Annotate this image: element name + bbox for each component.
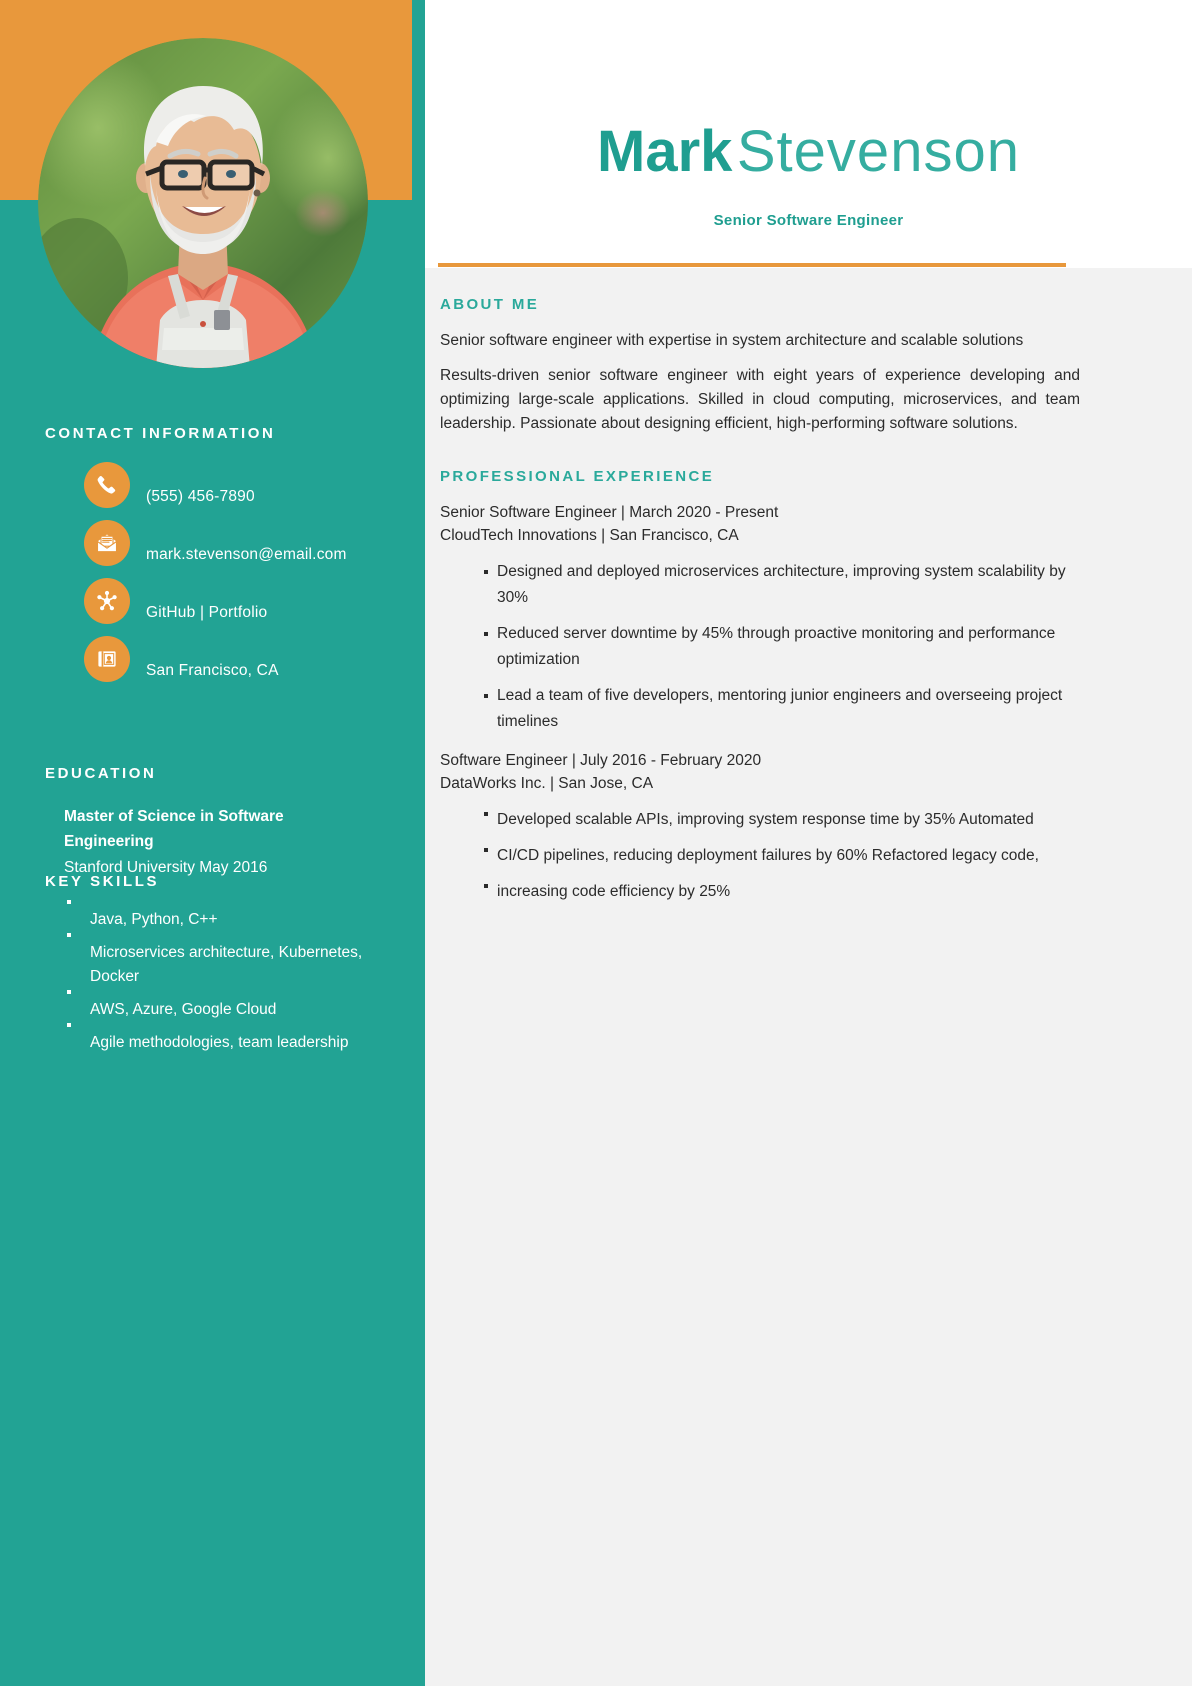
education-section — [0, 765, 412, 880]
list-item — [462, 621, 1080, 673]
experience-job — [440, 749, 1080, 905]
bullet-icon — [67, 933, 71, 937]
education-heading: EDUCATION — [45, 765, 157, 782]
about-paragraph: Results-driven senior software engineer with eight years of experience developing and optimizing large-scale applications. Skilled in cloud computing, microservices, and team leadership. Passionate about designing efficient, high-performing software solutions. — [440, 367, 1080, 432]
network-share-icon — [84, 578, 130, 624]
about-section — [440, 296, 1080, 436]
bullet-icon — [484, 570, 488, 574]
contact-phone-text: (555) 456-7890 — [146, 488, 255, 505]
contact-item-phone[interactable] — [0, 462, 412, 520]
skill-text: AWS, Azure, Google Cloud — [90, 1001, 277, 1018]
phone-icon — [84, 462, 130, 508]
bullet-icon — [484, 884, 488, 888]
job-title-subtitle: Senior Software Engineer — [713, 212, 904, 229]
job-bullets — [440, 559, 1080, 735]
contact-email-text: mark.stevenson@email.com — [146, 546, 347, 563]
list-item — [64, 941, 370, 989]
contact-list — [0, 462, 412, 694]
bullet-icon — [484, 632, 488, 636]
education-degree: Master of Science in Software Engineering — [64, 808, 284, 850]
about-summary: Senior software engineer with expertise in system architecture and scalable solutions — [440, 332, 1024, 349]
first-name: Mark — [597, 119, 733, 184]
job-title-line: Software Engineer | July 2016 - February 2020 — [440, 752, 762, 769]
contact-item-location[interactable] — [0, 636, 412, 694]
header-divider — [438, 263, 1066, 267]
skill-text: Java, Python, C++ — [90, 911, 218, 928]
skills-heading: KEY SKILLS — [45, 873, 160, 890]
bullet-icon — [67, 1023, 71, 1027]
sidebar — [0, 0, 412, 1686]
contact-links-text: GitHub | Portfolio — [146, 604, 268, 621]
skills-section — [0, 873, 412, 1064]
about-heading: ABOUT ME — [440, 296, 540, 313]
bullet-icon — [67, 900, 71, 904]
list-item — [64, 908, 370, 932]
bullet-icon — [484, 694, 488, 698]
bullet-text: increasing code efficiency by 25% — [497, 883, 731, 900]
contact-heading: CONTACT INFORMATION — [45, 425, 276, 442]
bullet-text: Designed and deployed microservices architecture, improving system scalability by 30% — [497, 563, 1066, 606]
page-title — [425, 118, 1192, 185]
contact-section — [0, 425, 412, 442]
skill-text: Agile methodologies, team leadership — [90, 1034, 349, 1051]
job-company-line: CloudTech Innovations | San Francisco, CA — [440, 527, 739, 544]
list-item — [462, 879, 1080, 905]
bullet-text: CI/CD pipelines, reducing deployment failures by 60% Refactored legacy code, — [497, 847, 1039, 864]
list-item — [64, 998, 370, 1022]
skills-list — [0, 890, 370, 1055]
list-item — [462, 559, 1080, 611]
bullet-text: Reduced server downtime by 45% through proactive monitoring and performance optimization — [497, 625, 1056, 668]
job-title-line: Senior Software Engineer | March 2020 - Present — [440, 504, 779, 521]
skill-text: Microservices architecture, Kubernetes, Docker — [90, 944, 363, 985]
experience-heading: PROFESSIONAL EXPERIENCE — [440, 468, 715, 485]
email-icon — [84, 520, 130, 566]
list-item — [64, 1031, 370, 1055]
contact-card-icon — [84, 636, 130, 682]
bullet-icon — [484, 812, 488, 816]
bullet-icon — [484, 848, 488, 852]
contact-location-text: San Francisco, CA — [146, 662, 279, 679]
education-school: Stanford University May 2016 — [64, 859, 268, 876]
list-item — [462, 683, 1080, 735]
bullet-text: Lead a team of five developers, mentoring junior engineers and overseeing project timelines — [497, 687, 1063, 730]
experience-section — [440, 468, 1080, 905]
avatar — [38, 38, 368, 368]
experience-job — [440, 501, 1080, 735]
bullet-text: Developed scalable APIs, improving system response time by 35% Automated — [497, 811, 1034, 828]
last-name: Stevenson — [736, 119, 1020, 184]
list-item — [462, 843, 1080, 869]
profile-photo — [38, 38, 368, 368]
job-company-line: DataWorks Inc. | San Jose, CA — [440, 775, 654, 792]
contact-item-links[interactable] — [0, 578, 412, 636]
contact-item-email[interactable] — [0, 520, 412, 578]
job-bullets — [440, 807, 1080, 905]
list-item — [462, 807, 1080, 833]
teal-accent-strip — [412, 0, 425, 1686]
bullet-icon — [67, 990, 71, 994]
main-content — [440, 296, 1080, 919]
